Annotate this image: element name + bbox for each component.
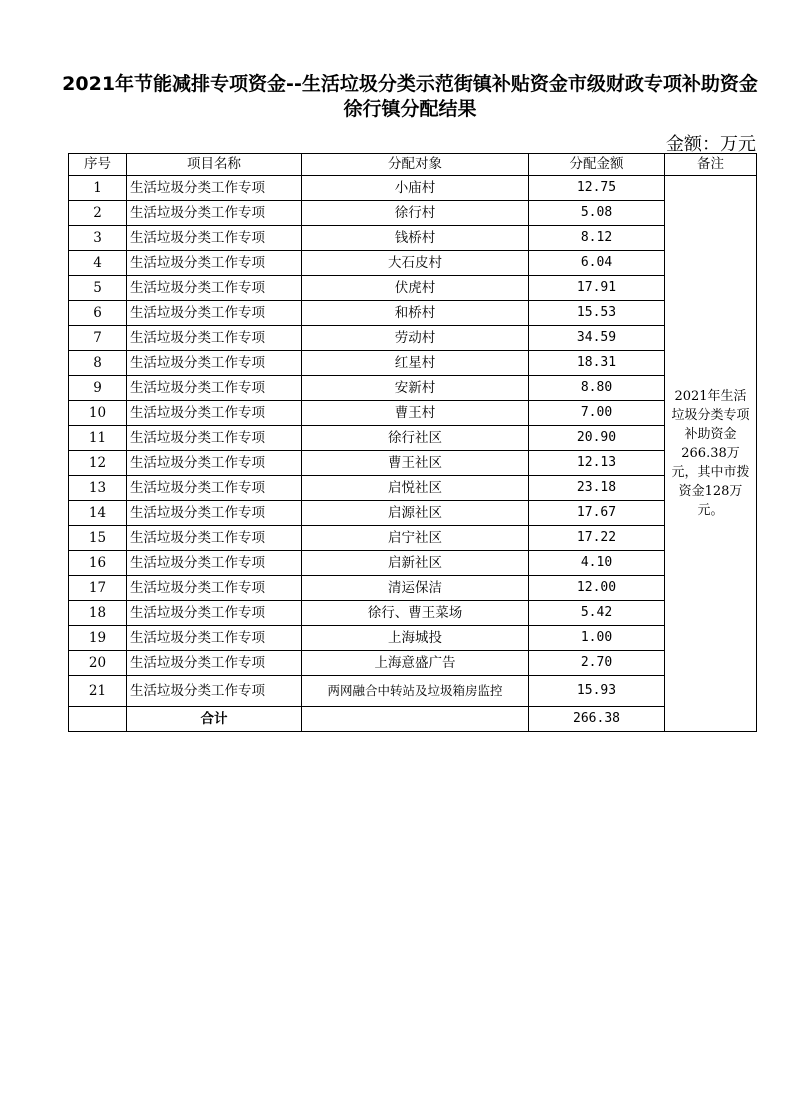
table-row <box>69 401 757 426</box>
table-row <box>69 251 757 276</box>
row-amount: 6.04 <box>529 251 665 276</box>
row-project-name: 生活垃圾分类工作专项 <box>127 251 302 276</box>
row-target: 伏虎村 <box>302 276 529 301</box>
row-project-name: 生活垃圾分类工作专项 <box>127 501 302 526</box>
row-project-name: 生活垃圾分类工作专项 <box>127 176 302 201</box>
row-amount: 34.59 <box>529 326 665 351</box>
row-seq: 5 <box>69 276 127 301</box>
header-seq: 序号 <box>69 154 127 176</box>
row-target: 小庙村 <box>302 176 529 201</box>
row-seq: 20 <box>69 651 127 676</box>
row-seq: 21 <box>69 676 127 707</box>
header-amount: 分配金额 <box>529 154 665 176</box>
row-project-name: 生活垃圾分类工作专项 <box>127 576 302 601</box>
table-row <box>69 451 757 476</box>
table-row <box>69 351 757 376</box>
table-row <box>69 501 757 526</box>
table-row <box>69 226 757 251</box>
row-target: 安新村 <box>302 376 529 401</box>
total-empty-cell <box>302 707 529 732</box>
table-row <box>69 201 757 226</box>
table-row <box>69 276 757 301</box>
row-seq: 18 <box>69 601 127 626</box>
row-amount: 17.22 <box>529 526 665 551</box>
row-amount: 18.31 <box>529 351 665 376</box>
row-project-name: 生活垃圾分类工作专项 <box>127 376 302 401</box>
row-target: 启新社区 <box>302 551 529 576</box>
row-target: 钱桥村 <box>302 226 529 251</box>
row-seq: 2 <box>69 201 127 226</box>
row-project-name: 生活垃圾分类工作专项 <box>127 451 302 476</box>
row-amount: 1.00 <box>529 626 665 651</box>
row-target: 徐行、曹王菜场 <box>302 601 529 626</box>
row-target: 上海城投 <box>302 626 529 651</box>
total-amount: 266.38 <box>529 707 665 732</box>
table-row <box>69 651 757 676</box>
allocation-table <box>68 153 757 732</box>
row-amount: 15.93 <box>529 676 665 707</box>
header-project-name: 项目名称 <box>127 154 302 176</box>
table-row <box>69 551 757 576</box>
row-project-name: 生活垃圾分类工作专项 <box>127 351 302 376</box>
row-amount: 17.67 <box>529 501 665 526</box>
header-note: 备注 <box>665 154 757 176</box>
row-target: 曹王社区 <box>302 451 529 476</box>
total-label: 合计 <box>127 707 302 732</box>
row-seq: 7 <box>69 326 127 351</box>
row-project-name: 生活垃圾分类工作专项 <box>127 426 302 451</box>
note-cell: 2021年生活垃圾分类专项补助资金266.38万元，其中市拨资金128万元。 <box>665 176 757 732</box>
row-amount: 17.91 <box>529 276 665 301</box>
table-row <box>69 301 757 326</box>
row-project-name: 生活垃圾分类工作专项 <box>127 601 302 626</box>
row-amount: 8.80 <box>529 376 665 401</box>
row-target: 徐行村 <box>302 201 529 226</box>
unit-label: 金额：万元 <box>666 134 756 155</box>
total-row <box>69 707 757 732</box>
row-target: 启悦社区 <box>302 476 529 501</box>
row-project-name: 生活垃圾分类工作专项 <box>127 551 302 576</box>
row-amount: 4.10 <box>529 551 665 576</box>
row-target: 徐行社区 <box>302 426 529 451</box>
total-empty-cell <box>69 707 127 732</box>
table-row <box>69 626 757 651</box>
table-body <box>69 176 757 732</box>
row-project-name: 生活垃圾分类工作专项 <box>127 476 302 501</box>
row-target: 和桥村 <box>302 301 529 326</box>
table-row <box>69 326 757 351</box>
row-project-name: 生活垃圾分类工作专项 <box>127 626 302 651</box>
row-amount: 23.18 <box>529 476 665 501</box>
row-amount: 20.90 <box>529 426 665 451</box>
row-project-name: 生活垃圾分类工作专项 <box>127 301 302 326</box>
row-amount: 8.12 <box>529 226 665 251</box>
table-row <box>69 676 757 707</box>
row-amount: 5.08 <box>529 201 665 226</box>
row-seq: 9 <box>69 376 127 401</box>
row-seq: 12 <box>69 451 127 476</box>
table-row <box>69 376 757 401</box>
row-target: 启源社区 <box>302 501 529 526</box>
table-row <box>69 476 757 501</box>
row-project-name: 生活垃圾分类工作专项 <box>127 651 302 676</box>
row-target: 劳动村 <box>302 326 529 351</box>
row-amount: 5.42 <box>529 601 665 626</box>
table-row <box>69 526 757 551</box>
row-seq: 17 <box>69 576 127 601</box>
table-row <box>69 426 757 451</box>
row-seq: 8 <box>69 351 127 376</box>
row-seq: 13 <box>69 476 127 501</box>
row-seq: 3 <box>69 226 127 251</box>
row-seq: 16 <box>69 551 127 576</box>
row-target: 大石皮村 <box>302 251 529 276</box>
row-seq: 19 <box>69 626 127 651</box>
row-amount: 12.75 <box>529 176 665 201</box>
row-amount: 12.13 <box>529 451 665 476</box>
row-target: 两网融合中转站及垃圾箱房监控 <box>302 676 529 707</box>
row-amount: 2.70 <box>529 651 665 676</box>
row-project-name: 生活垃圾分类工作专项 <box>127 401 302 426</box>
row-amount: 15.53 <box>529 301 665 326</box>
row-seq: 1 <box>69 176 127 201</box>
row-target: 曹王村 <box>302 401 529 426</box>
row-seq: 15 <box>69 526 127 551</box>
table-row <box>69 176 757 201</box>
header-target: 分配对象 <box>302 154 529 176</box>
row-project-name: 生活垃圾分类工作专项 <box>127 326 302 351</box>
row-target: 红星村 <box>302 351 529 376</box>
row-project-name: 生活垃圾分类工作专项 <box>127 676 302 707</box>
document-title: 2021年节能减排专项资金--生活垃圾分类示范街镇补贴资金市级财政专项补助资金徐行镇分配结果 <box>62 73 758 120</box>
row-target: 清运保洁 <box>302 576 529 601</box>
row-project-name: 生活垃圾分类工作专项 <box>127 201 302 226</box>
row-seq: 14 <box>69 501 127 526</box>
row-target: 启宁社区 <box>302 526 529 551</box>
table-row <box>69 576 757 601</box>
row-seq: 4 <box>69 251 127 276</box>
table-row <box>69 601 757 626</box>
row-amount: 7.00 <box>529 401 665 426</box>
row-amount: 12.00 <box>529 576 665 601</box>
row-seq: 11 <box>69 426 127 451</box>
row-project-name: 生活垃圾分类工作专项 <box>127 276 302 301</box>
table-header-row <box>69 154 757 176</box>
row-target: 上海意盛广告 <box>302 651 529 676</box>
row-project-name: 生活垃圾分类工作专项 <box>127 226 302 251</box>
row-seq: 6 <box>69 301 127 326</box>
row-project-name: 生活垃圾分类工作专项 <box>127 526 302 551</box>
row-seq: 10 <box>69 401 127 426</box>
